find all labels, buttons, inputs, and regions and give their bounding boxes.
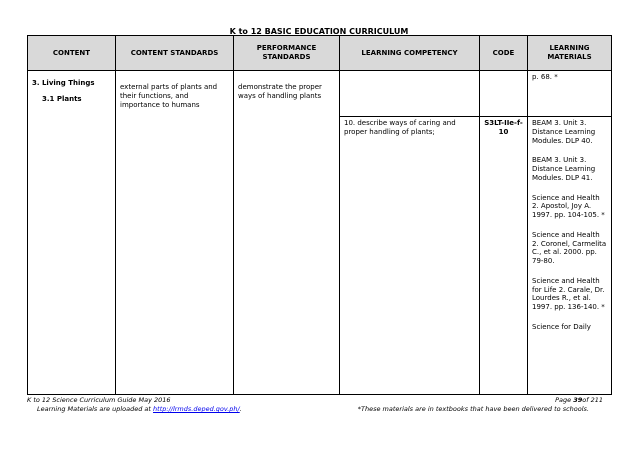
footer-link-end: . [239, 405, 242, 413]
materials-cell-top [528, 71, 612, 117]
footer-line-1 [27, 396, 611, 404]
material-ref: Science and Health 2. Coronel, Carmelita C., et al. 2000. pp. 79-80. [532, 230, 607, 265]
footer-textbook-note: *These materials are in textbooks that have been delivered to schools. [357, 405, 589, 413]
materials-cell [528, 117, 612, 395]
footer-upload-note [27, 405, 242, 413]
content-cell [28, 71, 116, 395]
table-header-row [28, 36, 612, 71]
header-code: CODE [480, 36, 528, 71]
content-standards-cell [116, 71, 234, 395]
material-ref: BEAM 3. Unit 3. Distance Learning Modules. DLP 41. [532, 156, 596, 182]
material-ref: Science and Health 2. Apostol, Joy A. 1997. pp. 104-105. * [532, 193, 605, 219]
page-label: Page [555, 396, 572, 404]
content-subtopic: 3.1 Plants [42, 94, 82, 103]
competency-cell-top [340, 71, 480, 117]
materials-ref-page: p. 68. * [532, 73, 558, 81]
header-learning-competency: LEARNING COMPETENCY [340, 36, 480, 71]
header-performance-standards: PERFORMANCE STANDARDS [234, 36, 340, 71]
header-content: CONTENT [28, 36, 116, 71]
performance-standards-cell [234, 71, 340, 395]
table-row [28, 71, 612, 117]
page-number: 39 [573, 396, 583, 404]
performance-standards-text: demonstrate the proper ways of handling plants [238, 83, 322, 100]
header-content-standards: CONTENT STANDARDS [116, 36, 234, 71]
curriculum-table [27, 35, 612, 395]
footer-line-2 [27, 405, 611, 413]
footer-guide: K to 12 Science Curriculum Guide May 2016 [27, 396, 171, 404]
code-cell-top [480, 71, 528, 117]
material-ref: Science and Health for Life 2. Carale, Dr. Lourdes R., et al. 1997. pp. 136-140. * [532, 276, 605, 311]
page-indicator [555, 396, 603, 404]
document-title: K to 12 BASIC EDUCATION CURRICULUM [229, 27, 409, 36]
competency-cell: 10. describe ways of caring and proper handling of plants; [340, 117, 480, 395]
code-cell: S3LT-IIe-f-10 [480, 117, 528, 395]
material-ref: BEAM 3. Unit 3. Distance Learning Modules. DLP 40. [532, 119, 596, 145]
content-standards-text: external parts of plants and their functions, and importance to humans [120, 83, 218, 109]
footer-upload-text: Learning Materials are uploaded at [37, 405, 151, 413]
lrmds-link[interactable]: http://lrmds.deped.gov.ph/ [153, 405, 240, 413]
page-of: of 211 [582, 396, 603, 404]
material-ref: Science for Daily [532, 322, 591, 331]
header-learning-materials: LEARNING MATERIALS [528, 36, 612, 71]
content-topic: 3. Living Things [32, 79, 95, 87]
